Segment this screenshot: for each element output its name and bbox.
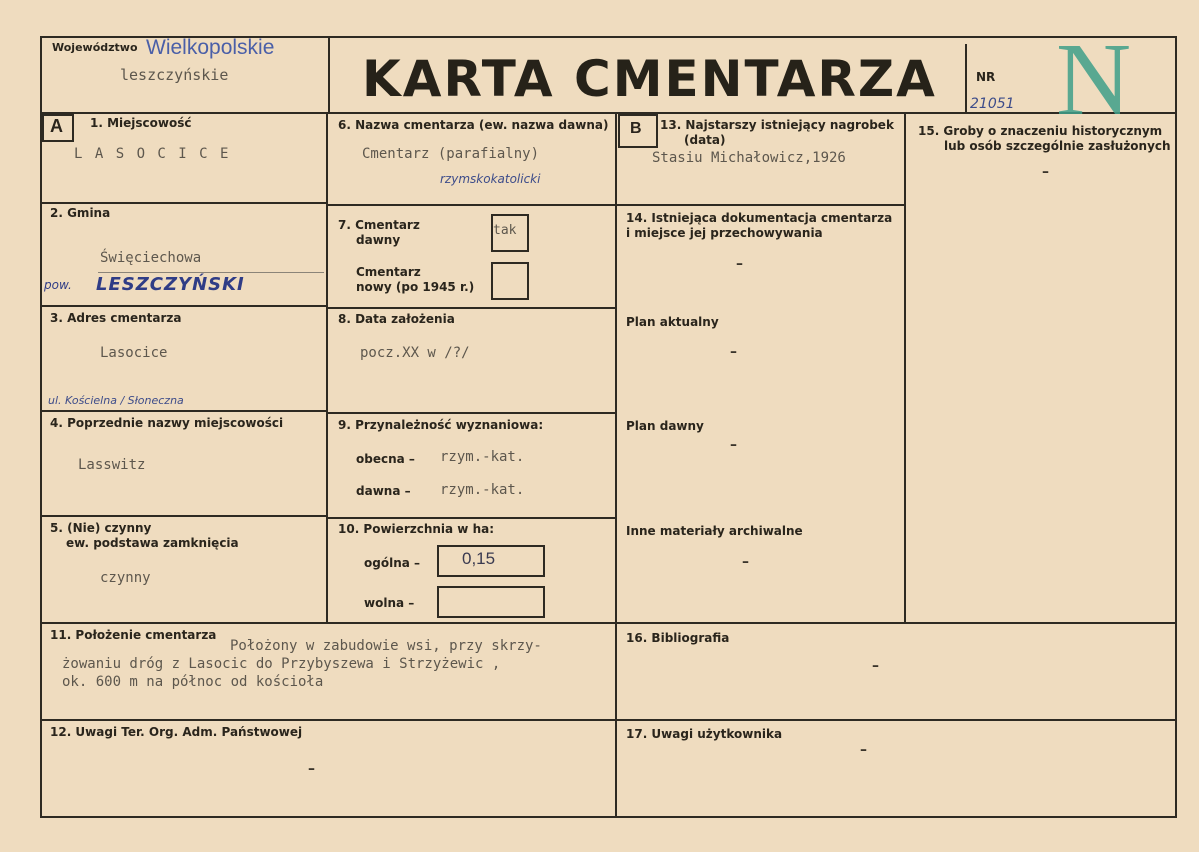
row-divider xyxy=(40,305,328,307)
field-13-value: Stasiu Michałowicz,1926 xyxy=(652,150,846,166)
frame-right xyxy=(1175,36,1177,818)
field-13-label-line1: 13. Najstarszy istniejący nagrobek xyxy=(660,118,894,132)
field-4-label: 4. Poprzednie nazwy miejscowości xyxy=(50,416,284,430)
field-2-hand-prefix: pow. xyxy=(44,278,72,292)
field-7-old-value: tak xyxy=(493,223,517,238)
field-9-former-value: rzym.-kat. xyxy=(440,482,525,498)
field-6-value: Cmentarz (parafialny) xyxy=(362,146,540,162)
stamp-letter: N xyxy=(1056,22,1132,137)
section-a-letter: A xyxy=(50,116,63,136)
field-12-label: 12. Uwagi Ter. Org. Adm. Państwowej xyxy=(50,725,303,739)
field-15-label-line2: lub osób szczególnie zasłużonych xyxy=(944,139,1171,153)
row-divider xyxy=(40,202,328,204)
header-divider xyxy=(40,112,1177,114)
section-b-letter: B xyxy=(630,120,642,137)
plan-current-value: – xyxy=(730,344,737,360)
row-divider xyxy=(326,204,617,206)
plan-current-label: Plan aktualny xyxy=(626,315,719,329)
header-divider-left xyxy=(328,36,330,114)
field-10-free-label: wolna – xyxy=(364,596,415,610)
row-divider xyxy=(326,517,617,519)
field-12-value: – xyxy=(308,761,315,777)
plan-old-value: – xyxy=(730,437,737,453)
field-5-value: czynny xyxy=(100,570,151,586)
voivodeship-label: Województwo xyxy=(52,41,138,54)
field-14-value: – xyxy=(736,256,743,272)
field-4-value: Lasswitz xyxy=(78,457,146,473)
field-15-label-line1: 15. Groby o znaczeniu historycznym xyxy=(918,124,1163,138)
field-11-line1: Położony w zabudowie wsi, przy skrzy- xyxy=(230,638,542,654)
number-value: 21051 xyxy=(970,96,1015,112)
field-1-value: L A S O C I C E xyxy=(74,146,231,162)
row-divider xyxy=(326,307,617,309)
field-17-value: – xyxy=(860,742,867,758)
field-7-old-label-line1: 7. Cmentarz xyxy=(338,218,420,232)
field-3-hand-note: ul. Kościelna / Słoneczna xyxy=(48,394,184,407)
field-10-total-label: ogólna – xyxy=(364,556,421,570)
voivodeship-stamp: Wielkopolskie xyxy=(146,36,275,59)
field-3-value: Lasocice xyxy=(100,345,168,361)
field-5-label-line1: 5. (Nie) czynny xyxy=(50,521,152,535)
field-10-label: 10. Powierzchnia w ha: xyxy=(338,522,495,536)
field-3-label: 3. Adres cmentarza xyxy=(50,311,182,325)
number-label: NR xyxy=(976,70,996,84)
row-divider xyxy=(615,204,906,206)
archive-materials-value: – xyxy=(742,554,749,570)
county-value: leszczyńskie xyxy=(120,66,229,84)
field-16-label: 16. Bibliografia xyxy=(626,631,730,645)
field-9-current-value: rzym.-kat. xyxy=(440,449,525,465)
field-11-line3: ok. 600 m na północ od kościoła xyxy=(62,674,324,690)
field-7-new-checkbox[interactable] xyxy=(491,262,529,300)
field-7-new-label-line1: Cmentarz xyxy=(356,265,421,279)
field-10-total-value: 0,15 xyxy=(462,549,496,568)
field-2-rule xyxy=(98,272,324,273)
col-divider-2 xyxy=(615,112,617,818)
row-divider xyxy=(40,410,328,412)
field-7-new-label-line2: nowy (po 1945 r.) xyxy=(356,280,475,294)
row-divider xyxy=(40,515,328,517)
field-9-current-label: obecna – xyxy=(356,452,415,466)
field-9-label: 9. Przynależność wyznaniowa: xyxy=(338,418,544,432)
col-divider-3 xyxy=(904,112,906,624)
frame-bottom xyxy=(40,816,1177,818)
field-9-former-label: dawna – xyxy=(356,484,411,498)
field-16-value: – xyxy=(872,658,879,674)
frame-left xyxy=(40,36,42,818)
row-divider xyxy=(326,412,617,414)
row-divider xyxy=(40,719,1177,721)
field-5-label-line2: ew. podstawa zamknięcia xyxy=(66,536,239,550)
field-13-label-line2: (data) xyxy=(684,133,726,147)
field-15-value: – xyxy=(1042,164,1049,180)
field-11-label: 11. Położenie cmentarza xyxy=(50,628,217,642)
header-divider-right xyxy=(965,44,967,114)
field-2-hand-value: LESZCZYŃSKI xyxy=(96,274,245,295)
col-divider-1 xyxy=(326,112,328,624)
field-1-label: 1. Miejscowość xyxy=(90,116,192,130)
field-17-label: 17. Uwagi użytkownika xyxy=(626,727,783,741)
field-11-line2: żowaniu dróg z Lasocic do Przybyszewa i Strzyżewic , xyxy=(62,656,501,672)
archive-materials-label: Inne materiały archiwalne xyxy=(626,524,803,538)
field-2-value: Święciechowa xyxy=(100,250,202,266)
row-divider xyxy=(40,622,1177,624)
card-title: KARTA CMENTARZA xyxy=(362,50,937,108)
field-7-old-label-line2: dawny xyxy=(356,233,401,247)
field-6-label: 6. Nazwa cmentarza (ew. nazwa dawna) xyxy=(338,118,609,132)
field-14-label-line1: 14. Istniejąca dokumentacja cmentarza xyxy=(626,211,893,225)
field-10-free-box[interactable] xyxy=(437,586,545,618)
field-6-hand-note: rzymskokatolicki xyxy=(440,172,541,186)
field-8-value: pocz.XX w /?/ xyxy=(360,345,470,361)
plan-old-label: Plan dawny xyxy=(626,419,704,433)
field-8-label: 8. Data założenia xyxy=(338,312,455,326)
field-2-label: 2. Gmina xyxy=(50,206,111,220)
field-14-label-line2: i miejsce jej przechowywania xyxy=(626,226,823,240)
